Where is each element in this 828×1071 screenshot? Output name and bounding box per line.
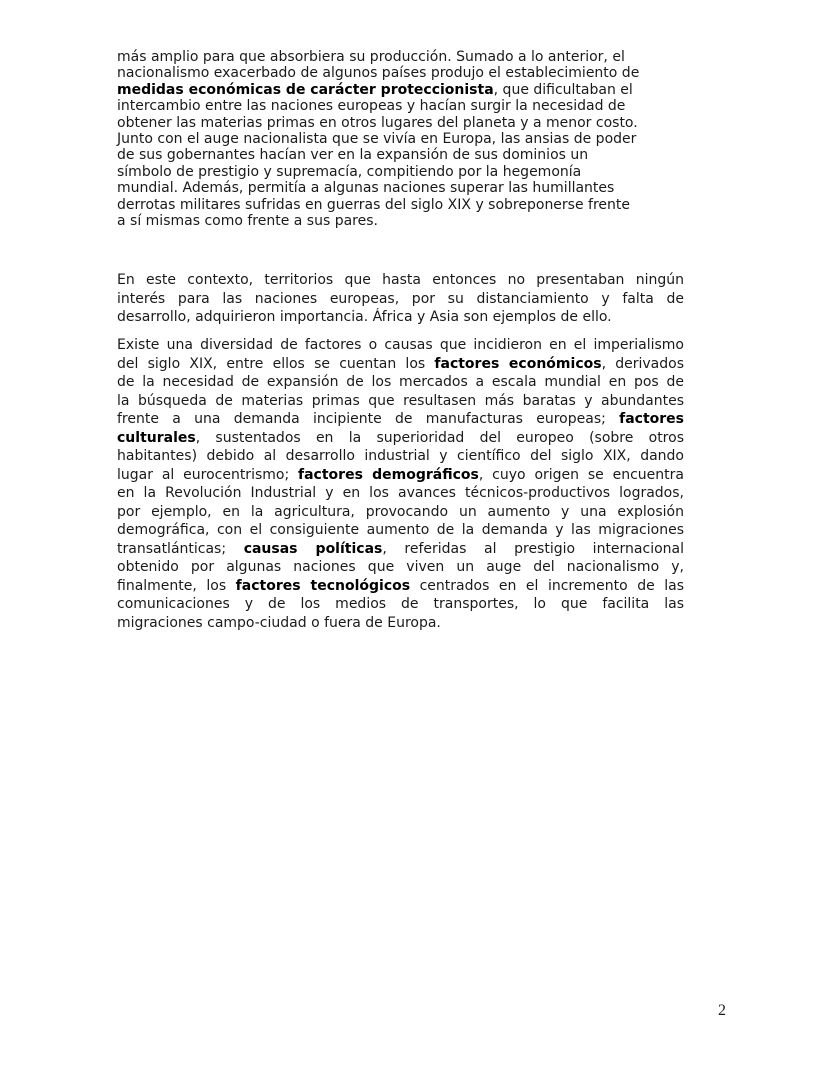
text-line — [117, 503, 684, 522]
text-run: migraciones campo-ciudad o fuera de Europa. — [117, 614, 441, 631]
text-run: En este contexto, territorios que hasta entonces no presentaban ningún — [117, 272, 684, 288]
text-line — [117, 373, 684, 392]
text-run: obtenido por algunas naciones que viven un auge del nacionalismo y, — [117, 559, 684, 575]
text-line — [117, 98, 684, 114]
text-line — [117, 197, 684, 213]
text-line — [117, 82, 684, 98]
page-number: 2 — [718, 1002, 726, 1019]
text-line — [117, 65, 684, 81]
text-run: Existe una diversidad de factores o causas que incidieron en el imperialismo — [117, 337, 684, 353]
text-line — [117, 466, 684, 485]
bold-term: culturales — [117, 429, 196, 446]
paragraph-context — [117, 271, 684, 327]
text-line — [117, 355, 684, 374]
text-run: derrotas militares sufridas en guerras del siglo XIX y sobreponerse frente — [117, 196, 631, 213]
text-line — [117, 595, 684, 614]
text-run: nacionalismo exacerbado de algunos países produjo el establecimiento de — [117, 65, 640, 82]
text-line — [117, 577, 684, 596]
text-run: en la Revolución Industrial y en los avances técnicos-productivos logrados, — [117, 485, 684, 501]
text-line — [117, 49, 684, 65]
text-run: , que dificultaban el — [493, 81, 633, 98]
text-run: habitantes) debido al desarrollo industrial y científico del siglo XIX, dando — [117, 448, 684, 464]
text-run: desarrollo, adquirieron importancia. África y Asia son ejemplos de ello. — [117, 309, 612, 325]
text-line — [117, 213, 684, 229]
text-run: transatlánticas; — [117, 540, 244, 557]
text-line — [117, 558, 684, 577]
text-line — [117, 392, 684, 411]
text-line — [117, 180, 684, 196]
text-line — [117, 521, 684, 540]
bold-term: medidas económicas de carácter proteccionista — [117, 81, 494, 98]
text-run: , cuyo origen se encuentra — [478, 466, 684, 483]
text-run: símbolo de prestigio y supremacía, compitiendo por la hegemonía — [117, 163, 582, 180]
text-line — [117, 131, 684, 147]
bold-term: factores económicos — [434, 355, 602, 372]
text-line — [117, 614, 684, 633]
text-line — [117, 308, 684, 327]
text-line — [117, 115, 684, 131]
text-run: más amplio para que absorbiera su producción. Sumado a lo anterior, el — [117, 49, 625, 65]
text-line — [117, 271, 684, 290]
text-run: , referidas al prestigio internacional — [382, 540, 684, 557]
text-run: demográfica, con el consiguiente aumento de la demanda y las migraciones — [117, 522, 684, 538]
text-line — [117, 429, 684, 448]
text-run: interés para las naciones europeas, por su distanciamiento y falta de — [117, 290, 684, 307]
text-line — [117, 447, 684, 466]
text-run: finalmente, los — [117, 577, 236, 594]
text-run: mundial. Además, permitía a algunas naciones superar las humillantes — [117, 180, 615, 197]
text-run: intercambio entre las naciones europeas y hacían surgir la necesidad de — [117, 98, 626, 115]
text-run: Junto con el auge nacionalista que se vivía en Europa, las ansias de poder — [117, 130, 637, 147]
text-run: de sus gobernantes hacían ver en la expansión de sus dominios un — [117, 147, 589, 164]
text-run: a sí mismas como frente a sus pares. — [117, 212, 378, 229]
text-run: comunicaciones y de los medios de transportes, lo que facilita las — [117, 596, 684, 612]
text-run: la búsqueda de materias primas que resultasen más baratas y abundantes — [117, 392, 684, 409]
text-line — [117, 290, 684, 309]
text-line — [117, 410, 684, 429]
paragraph-protectionism — [117, 49, 684, 229]
text-run: obtener las materias primas en otros lugares del planeta y a menor costo. — [117, 114, 638, 131]
bold-term: factores demográficos — [298, 466, 479, 483]
text-run: frente a una demanda incipiente de manufacturas europeas; — [117, 411, 620, 427]
text-line — [117, 147, 684, 163]
text-run: , sustentados en la superioridad del europeo (sobre otros — [195, 429, 684, 446]
text-run: por ejemplo, en la agricultura, provocando un aumento y una explosión — [117, 503, 684, 520]
text-line — [117, 164, 684, 180]
bold-term: causas políticas — [243, 540, 383, 557]
paragraph-factors — [117, 336, 684, 632]
text-line — [117, 336, 684, 355]
text-run: , derivados — [601, 355, 684, 372]
text-run: de la necesidad de expansión de los mercados a escala mundial en pos de — [117, 374, 684, 390]
bold-term: factores tecnológicos — [235, 577, 411, 594]
text-line — [117, 540, 684, 559]
text-run: del siglo XIX, entre ellos se cuentan los — [117, 355, 435, 372]
text-line — [117, 484, 684, 503]
text-run: lugar al eurocentrismo; — [117, 466, 299, 483]
bold-term: factores — [619, 411, 684, 427]
text-run: centrados en el incremento de las — [410, 577, 684, 594]
